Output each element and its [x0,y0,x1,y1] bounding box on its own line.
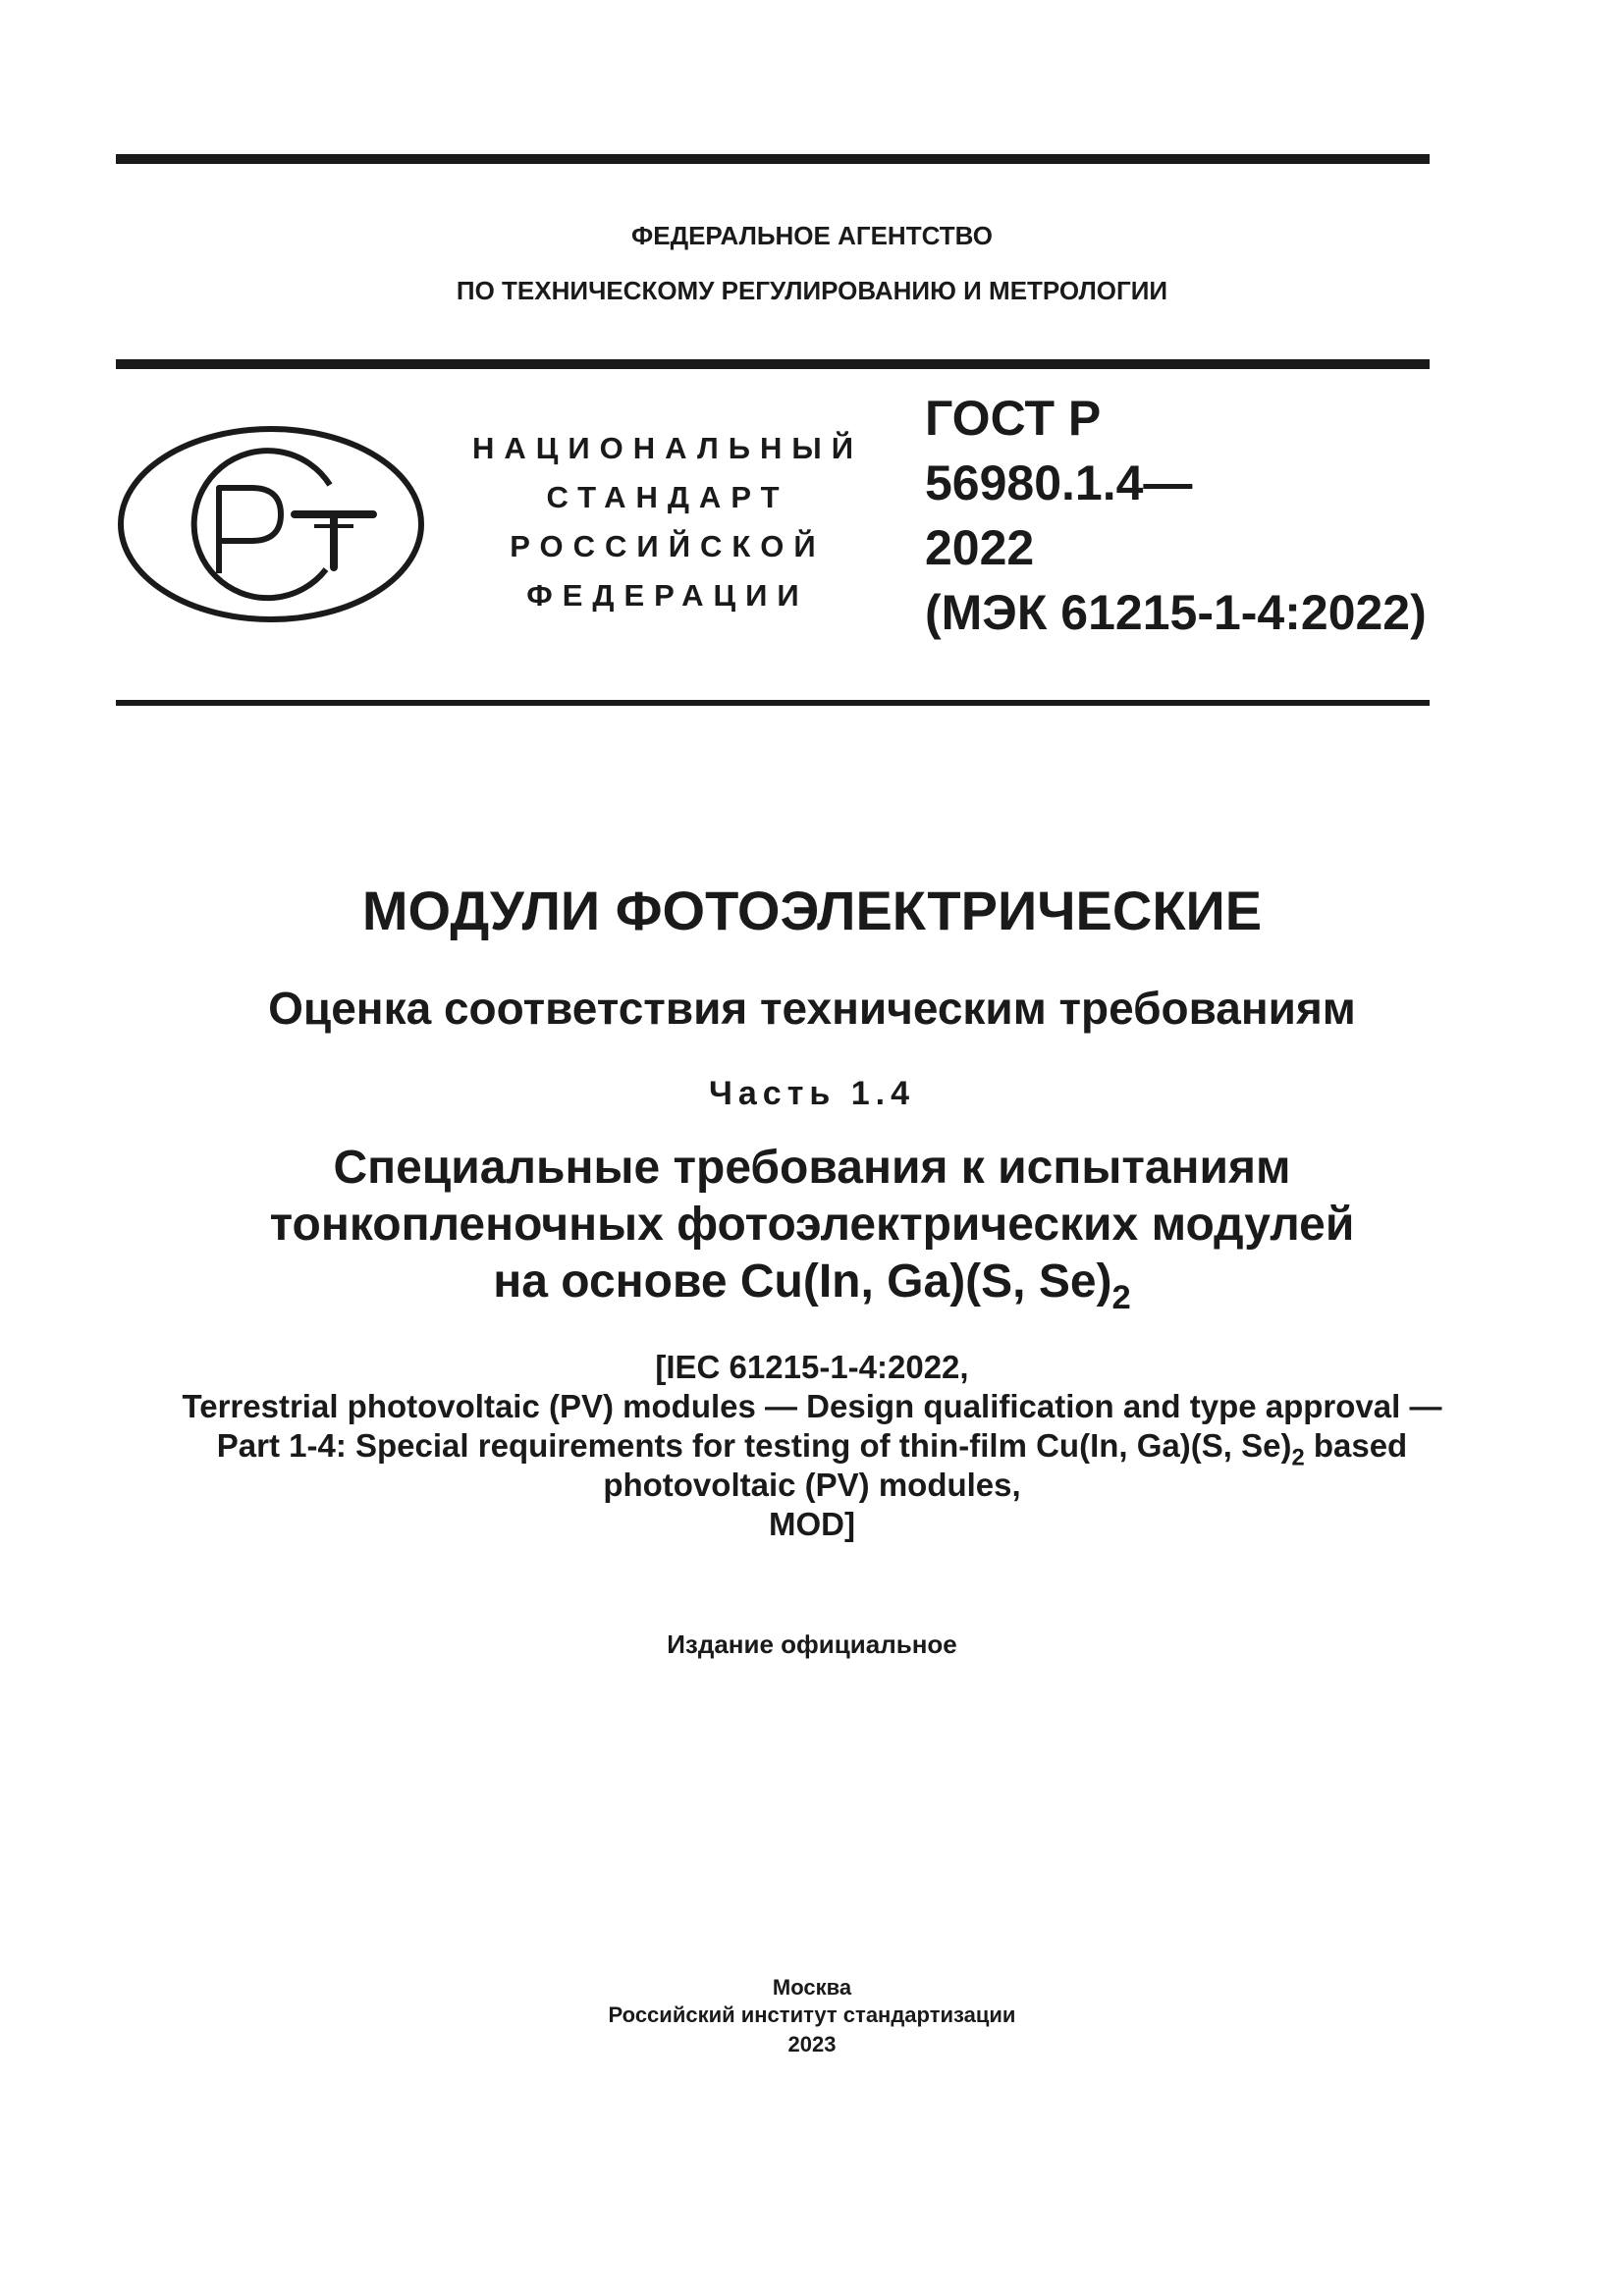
national-standard-line: НАЦИОНАЛЬНЫЙ [471,431,864,465]
national-standard-line: РОССИЙСКОЙ [510,529,826,563]
special-title-line-3-text: на основе Cu(In, Ga)(S, Se) [493,1255,1112,1308]
standard-designation [925,386,1435,645]
special-title-line-3 [0,1255,1624,1317]
national-standard-line: СТАНДАРТ [546,480,789,514]
rst-certification-mark-icon [116,424,426,624]
iec-reference-line-4: photovoltaic (PV) modules, [603,1467,1021,1503]
designation-line: (МЭК 61215-1-4:2022) [925,585,1427,640]
header-rule [116,359,1430,369]
designation-line: 2022 [925,520,1035,575]
imprint-city: Москва [772,1975,852,2000]
header-bottom-rule [116,700,1430,706]
document-title: МОДУЛИ ФОТОЭЛЕКТРИЧЕСКИЕ [361,880,1263,941]
iec-reference-line-3 [0,1427,1624,1471]
imprint-publisher: Российский институт стандартизации [608,2002,1016,2027]
edition-label: Издание официальное [667,1629,957,1659]
subscript: 2 [1111,1279,1131,1317]
iec-reference-line-3-text: Part 1-4: Special requirements for testing of thin-film Cu(In, Ga)(S, Se) [216,1427,1292,1464]
agency-line-1: ФЕДЕРАЛЬНОЕ АГЕНТСТВО [631,221,993,250]
part-label: Часть 1.4 [709,1075,915,1112]
iec-reference-line-5: MOD] [769,1506,855,1542]
agency-line-2: ПО ТЕХНИЧЕСКОМУ РЕГУЛИРОВАНИЮ И МЕТРОЛОГИИ [456,276,1168,305]
document-subtitle: Оценка соответствия техническим требованиям [268,983,1356,1034]
national-standard-label [461,424,874,620]
imprint-year: 2023 [787,2032,837,2056]
iec-reference-line-3-suffix: based [1304,1427,1408,1464]
special-title-line-1: Специальные требования к испытаниям [333,1142,1291,1194]
special-title-line-2: тонкопленочных фотоэлектрических модулей [269,1199,1355,1251]
iec-reference-line-2: Terrestrial photovoltaic (PV) modules — Design qualification and type approval — [182,1388,1442,1424]
subscript: 2 [1291,1444,1305,1471]
iec-reference-line-1: [IEC 61215-1-4:2022, [655,1349,969,1385]
designation-line: 56980.1.4— [925,455,1193,510]
designation-line: ГОСТ Р [925,391,1102,446]
top-rule [116,154,1430,164]
national-standard-line: ФЕДЕРАЦИИ [526,578,809,613]
